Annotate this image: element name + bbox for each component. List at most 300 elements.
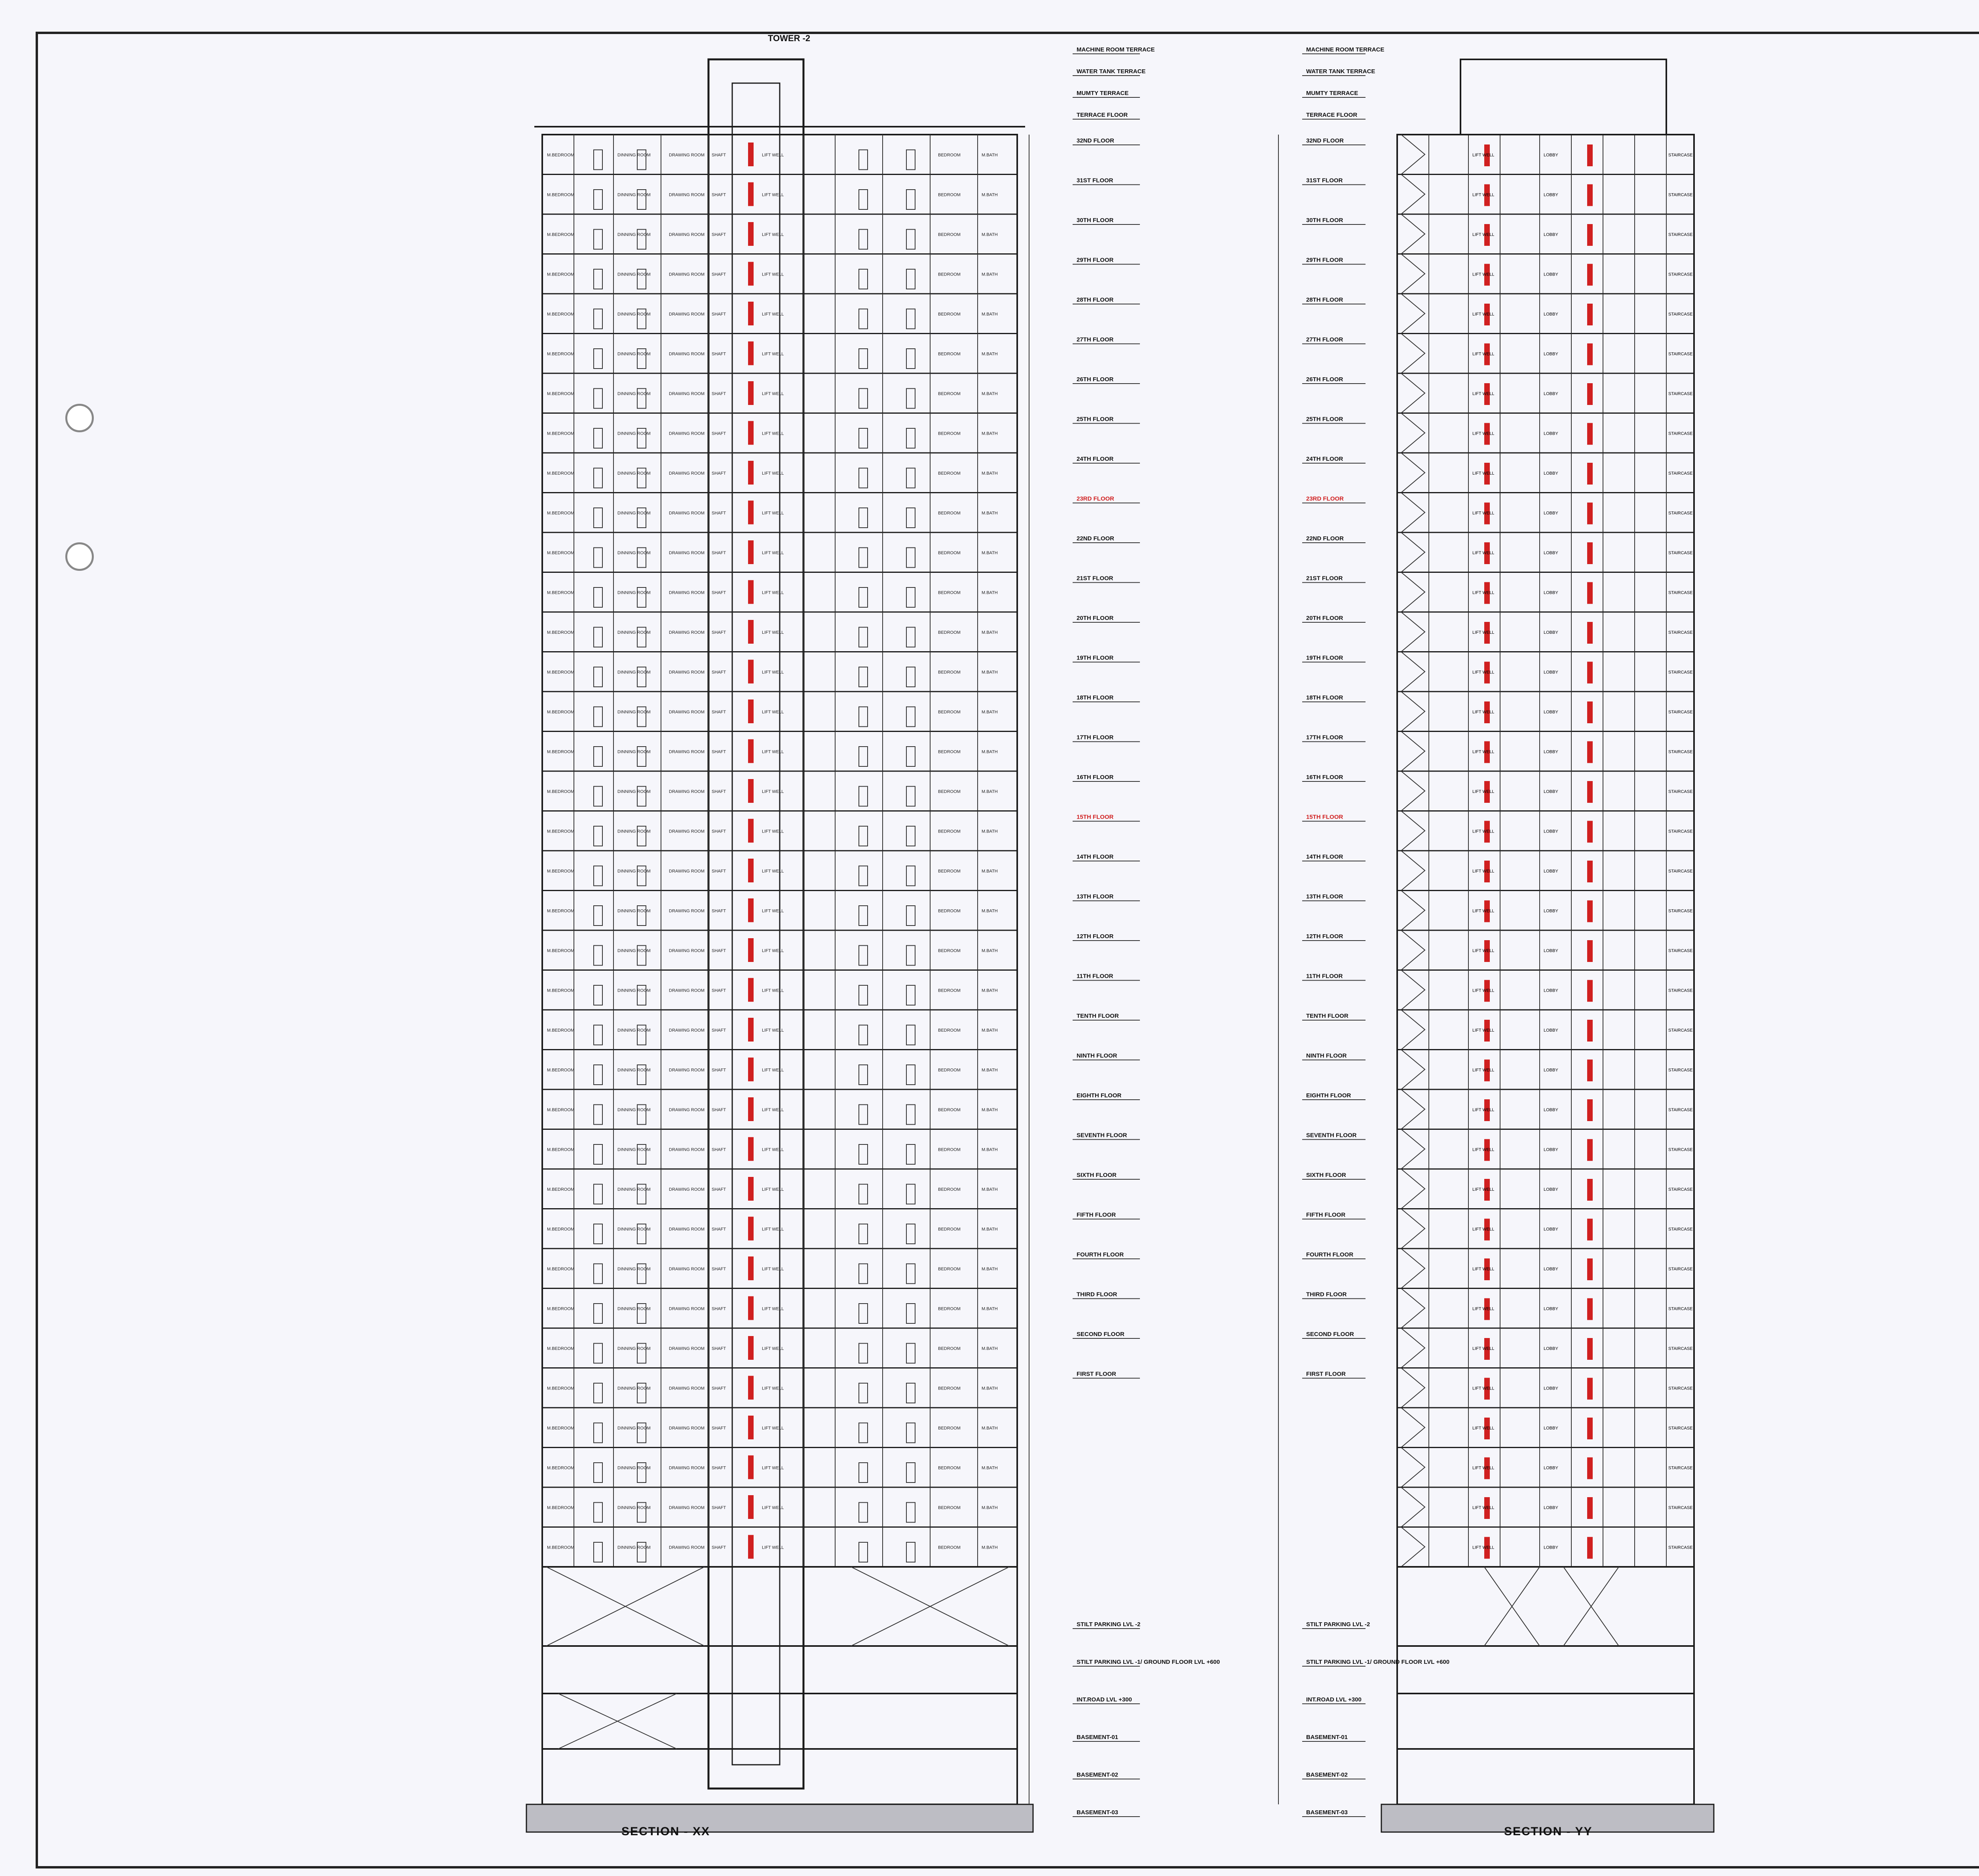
room-label: DRAWING ROOM	[669, 471, 705, 476]
door-xx	[594, 1224, 602, 1244]
level-label-yy: 19TH FLOOR	[1306, 654, 1343, 661]
door-xx	[859, 190, 868, 209]
red-marker-xx	[748, 1097, 754, 1121]
red-marker-yy	[1587, 1418, 1593, 1439]
stair-flight-yy	[1401, 175, 1425, 215]
room-label: DINNING ROOM	[617, 192, 651, 198]
red-marker-yy	[1587, 1497, 1593, 1519]
stair-flight-yy	[1401, 1089, 1425, 1129]
room-label: STAIRCASE	[1668, 1147, 1693, 1152]
room-label: DRAWING ROOM	[669, 988, 705, 993]
room-label: M.BATH	[982, 471, 998, 476]
room-label: SHAFT	[712, 909, 726, 914]
room-label: SHAFT	[712, 1306, 726, 1311]
room-label: SHAFT	[712, 392, 726, 396]
room-label: M.BEDROOM	[547, 471, 575, 476]
room-label: LIFT WELL	[1472, 1505, 1495, 1510]
room-label: DRAWING ROOM	[669, 1386, 705, 1391]
door-xx	[906, 826, 915, 846]
room-label: BEDROOM	[938, 1545, 961, 1550]
room-label: DRAWING ROOM	[669, 1346, 705, 1351]
level-label-yy: 17TH FLOOR	[1306, 734, 1343, 741]
stair-flight-yy	[1401, 532, 1425, 572]
room-label: M.BATH	[982, 789, 998, 794]
room-label: DRAWING ROOM	[669, 909, 705, 914]
door-xx	[906, 1503, 915, 1522]
room-label: BEDROOM	[938, 1306, 961, 1311]
door-xx	[859, 269, 868, 289]
room-label: M.BEDROOM	[547, 1346, 575, 1351]
room-label: DINNING ROOM	[617, 1465, 651, 1471]
red-marker-xx	[748, 1058, 754, 1082]
level-label-yy: SIXTH FLOOR	[1306, 1172, 1346, 1178]
red-marker-xx	[748, 1416, 754, 1439]
room-label: LIFT WELL	[762, 1346, 784, 1351]
door-xx	[859, 667, 868, 687]
room-label: LIFT WELL	[1472, 1545, 1495, 1550]
stair-flight-yy	[1401, 1010, 1425, 1050]
red-marker-xx	[748, 779, 754, 803]
room-label: BEDROOM	[938, 749, 961, 755]
door-xx	[906, 1423, 915, 1443]
room-label: BEDROOM	[938, 1386, 961, 1391]
room-label: LOBBY	[1544, 789, 1558, 794]
room-label: DINNING ROOM	[617, 749, 651, 755]
room-label: LIFT WELL	[762, 312, 784, 317]
room-label: BEDROOM	[938, 192, 961, 198]
room-label: LIFT WELL	[762, 1147, 784, 1152]
room-label: SHAFT	[712, 1108, 726, 1112]
level-label-yy: STILT PARKING LVL -1/ GROUND FLOOR LVL +600	[1306, 1659, 1450, 1665]
room-label: DINNING ROOM	[617, 1068, 651, 1073]
door-xx	[594, 1304, 602, 1323]
room-label: DINNING ROOM	[617, 1267, 651, 1272]
room-label: LIFT WELL	[762, 789, 784, 794]
level-label-yy: 21ST FLOOR	[1306, 575, 1343, 582]
room-label: LIFT WELL	[1472, 232, 1495, 237]
room-label: LIFT WELL	[762, 948, 784, 953]
room-label: BEDROOM	[938, 232, 961, 237]
level-label-xx: 31ST FLOOR	[1077, 177, 1113, 184]
red-marker-yy	[1587, 662, 1593, 684]
room-label: DINNING ROOM	[617, 630, 651, 635]
room-label: DRAWING ROOM	[669, 1028, 705, 1033]
room-label: SHAFT	[712, 749, 726, 755]
room-label: BEDROOM	[938, 1426, 961, 1431]
room-label: LIFT WELL	[1472, 988, 1495, 993]
level-label-yy: THIRD FLOOR	[1306, 1291, 1347, 1298]
level-label-yy: WATER TANK TERRACE	[1306, 68, 1375, 75]
room-label: M.BEDROOM	[547, 829, 575, 834]
room-label: SHAFT	[712, 1187, 726, 1192]
room-label: SHAFT	[712, 829, 726, 834]
room-label: M.BATH	[982, 1386, 998, 1391]
red-marker-xx	[748, 699, 754, 723]
room-label: STAIRCASE	[1668, 272, 1693, 277]
room-label: STAIRCASE	[1668, 988, 1693, 993]
room-label: BEDROOM	[938, 272, 961, 277]
level-label-xx: FIRST FLOOR	[1077, 1370, 1116, 1378]
room-label: LIFT WELL	[1472, 1386, 1495, 1391]
door-xx	[594, 428, 602, 448]
door-xx	[594, 150, 602, 170]
room-label: LOBBY	[1544, 1267, 1558, 1272]
room-label: BEDROOM	[938, 551, 961, 555]
room-label: LIFT WELL	[762, 192, 784, 198]
room-label: LIFT WELL	[1472, 789, 1495, 794]
door-xx	[594, 349, 602, 369]
level-label-yy: 12TH FLOOR	[1306, 933, 1343, 940]
room-label: LOBBY	[1544, 1068, 1558, 1073]
room-label: DINNING ROOM	[617, 1147, 651, 1152]
room-label: SHAFT	[712, 869, 726, 874]
room-label: SHAFT	[712, 1545, 726, 1550]
level-label-yy: INT.ROAD LVL +300	[1306, 1696, 1362, 1703]
room-label: M.BEDROOM	[547, 1545, 575, 1550]
door-xx	[906, 1184, 915, 1204]
door-xx	[859, 1105, 868, 1125]
door-xx	[594, 587, 602, 607]
room-label: LIFT WELL	[762, 1028, 784, 1033]
section-drawings	[455, 33, 1979, 1849]
room-label: SHAFT	[712, 1386, 726, 1391]
room-label: LIFT WELL	[1472, 431, 1495, 436]
tower-label: TOWER -2	[768, 33, 811, 43]
room-label: BEDROOM	[938, 312, 961, 317]
room-label: STAIRCASE	[1668, 192, 1693, 198]
level-label-yy: 24TH FLOOR	[1306, 456, 1343, 462]
door-xx	[906, 866, 915, 886]
room-label: BEDROOM	[938, 352, 961, 357]
room-label: DINNING ROOM	[617, 272, 651, 277]
door-xx	[906, 587, 915, 607]
red-marker-yy	[1587, 304, 1593, 325]
room-label: LIFT WELL	[762, 1267, 784, 1272]
room-label: LIFT WELL	[762, 153, 784, 158]
room-label: BEDROOM	[938, 789, 961, 794]
door-xx	[906, 1065, 915, 1085]
room-label: LIFT WELL	[762, 988, 784, 993]
room-label: M.BEDROOM	[547, 551, 575, 555]
door-xx	[594, 269, 602, 289]
room-label: M.BATH	[982, 749, 998, 755]
room-label: SHAFT	[712, 551, 726, 555]
stair-flight-yy	[1401, 970, 1425, 1010]
door-xx	[906, 190, 915, 209]
room-label: BEDROOM	[938, 471, 961, 476]
room-label: M.BATH	[982, 1187, 998, 1192]
room-label: LIFT WELL	[1472, 1108, 1495, 1112]
level-label-yy: 27TH FLOOR	[1306, 336, 1343, 343]
room-label: LIFT WELL	[1472, 869, 1495, 874]
room-label: LIFT WELL	[762, 272, 784, 277]
room-label: BEDROOM	[938, 630, 961, 635]
room-label: LIFT WELL	[1472, 153, 1495, 158]
room-label: DRAWING ROOM	[669, 392, 705, 396]
room-label: LIFT WELL	[762, 232, 784, 237]
section-xx-label: SECTION - XX	[621, 1825, 710, 1838]
room-label: DRAWING ROOM	[669, 511, 705, 516]
room-label: LIFT WELL	[1472, 511, 1495, 516]
room-label: BEDROOM	[938, 1505, 961, 1510]
red-marker-xx	[748, 143, 754, 166]
door-xx	[906, 787, 915, 806]
level-label-yy: TENTH FLOOR	[1306, 1013, 1348, 1019]
room-label: BEDROOM	[938, 829, 961, 834]
room-label: M.BATH	[982, 1426, 998, 1431]
room-label: LIFT WELL	[762, 670, 784, 675]
level-label-yy: SECOND FLOOR	[1306, 1331, 1354, 1338]
room-label: STAIRCASE	[1668, 511, 1693, 516]
room-label: LIFT WELL	[1472, 312, 1495, 317]
room-label: BEDROOM	[938, 670, 961, 675]
room-label: LIFT WELL	[762, 551, 784, 555]
room-label: SHAFT	[712, 1028, 726, 1033]
room-label: LOBBY	[1544, 948, 1558, 953]
room-label: DINNING ROOM	[617, 1346, 651, 1351]
room-label: DINNING ROOM	[617, 948, 651, 953]
room-label: SHAFT	[712, 590, 726, 595]
room-label: LOBBY	[1544, 1147, 1558, 1152]
stair-flight-yy	[1401, 294, 1425, 334]
level-label-xx: 14TH FLOOR	[1077, 853, 1114, 860]
level-label-yy: 22ND FLOOR	[1306, 535, 1344, 542]
red-marker-yy	[1587, 582, 1593, 604]
room-label: LIFT WELL	[762, 829, 784, 834]
door-xx	[594, 1423, 602, 1443]
room-label: LIFT WELL	[762, 1465, 784, 1471]
door-xx	[906, 508, 915, 528]
red-marker-xx	[748, 899, 754, 922]
room-label: STAIRCASE	[1668, 1346, 1693, 1351]
level-label-xx: MACHINE ROOM TERRACE	[1077, 46, 1155, 53]
room-label: SHAFT	[712, 1346, 726, 1351]
room-label: LOBBY	[1544, 232, 1558, 237]
door-xx	[859, 627, 868, 647]
room-label: M.BATH	[982, 630, 998, 635]
room-label: DRAWING ROOM	[669, 789, 705, 794]
room-label: BEDROOM	[938, 1346, 961, 1351]
room-label: STAIRCASE	[1668, 1426, 1693, 1431]
red-marker-xx	[748, 381, 754, 405]
room-label: DRAWING ROOM	[669, 1147, 705, 1152]
door-xx	[594, 309, 602, 329]
level-label-yy: 13TH FLOOR	[1306, 893, 1343, 900]
room-label: SHAFT	[712, 1068, 726, 1073]
level-label-yy: BASEMENT-01	[1306, 1734, 1348, 1741]
room-label: SHAFT	[712, 630, 726, 635]
room-label: M.BATH	[982, 272, 998, 277]
level-label-xx: WATER TANK TERRACE	[1077, 68, 1146, 75]
level-label-yy: 29TH FLOOR	[1306, 257, 1343, 264]
level-label-yy: MACHINE ROOM TERRACE	[1306, 46, 1385, 53]
room-label: DINNING ROOM	[617, 153, 651, 158]
room-label: M.BATH	[982, 312, 998, 317]
level-label-yy: 25TH FLOOR	[1306, 416, 1343, 423]
room-label: DINNING ROOM	[617, 590, 651, 595]
room-label: LOBBY	[1544, 1465, 1558, 1471]
room-label: STAIRCASE	[1668, 431, 1693, 436]
room-label: LIFT WELL	[1472, 1465, 1495, 1471]
room-label: M.BATH	[982, 232, 998, 237]
room-label: LIFT WELL	[1472, 1147, 1495, 1152]
room-label: DINNING ROOM	[617, 1545, 651, 1550]
door-xx	[859, 787, 868, 806]
stair-flight-yy	[1401, 1448, 1425, 1488]
room-label: STAIRCASE	[1668, 471, 1693, 476]
level-label-yy: 16TH FLOOR	[1306, 774, 1343, 781]
room-label: DRAWING ROOM	[669, 352, 705, 357]
level-label-yy: FOURTH FLOOR	[1306, 1251, 1354, 1258]
level-label-yy: 23RD FLOOR	[1306, 495, 1344, 502]
red-marker-yy	[1587, 821, 1593, 843]
room-label: M.BATH	[982, 948, 998, 953]
door-xx	[906, 667, 915, 687]
punch-hole	[65, 542, 94, 571]
door-xx	[906, 1025, 915, 1045]
level-label-xx: TENTH FLOOR	[1077, 1013, 1119, 1019]
room-label: LOBBY	[1544, 630, 1558, 635]
red-marker-yy	[1587, 1099, 1593, 1121]
room-label: M.BATH	[982, 1545, 998, 1550]
level-label-xx: NINTH FLOOR	[1077, 1052, 1117, 1059]
room-label: LOBBY	[1544, 312, 1558, 317]
room-label: SHAFT	[712, 232, 726, 237]
red-marker-yy	[1587, 1179, 1593, 1201]
level-label-xx: INT.ROAD LVL +300	[1077, 1696, 1132, 1703]
room-label: M.BATH	[982, 670, 998, 675]
room-label: M.BEDROOM	[547, 789, 575, 794]
level-label-yy: STILT PARKING LVL -2	[1306, 1621, 1370, 1628]
level-label-yy: 31ST FLOOR	[1306, 177, 1343, 184]
room-label: DINNING ROOM	[617, 431, 651, 436]
room-label: LIFT WELL	[762, 869, 784, 874]
red-marker-yy	[1587, 980, 1593, 1002]
level-label-xx: TERRACE FLOOR	[1077, 112, 1128, 118]
room-label: DRAWING ROOM	[669, 1505, 705, 1510]
room-label: DRAWING ROOM	[669, 431, 705, 436]
level-label-xx: STILT PARKING LVL -2	[1077, 1621, 1141, 1628]
door-xx	[594, 508, 602, 528]
room-label: M.BEDROOM	[547, 431, 575, 436]
room-label: DRAWING ROOM	[669, 869, 705, 874]
room-label: LIFT WELL	[1472, 948, 1495, 953]
door-xx	[906, 747, 915, 766]
room-label: DRAWING ROOM	[669, 630, 705, 635]
room-label: LOBBY	[1544, 670, 1558, 675]
room-label: M.BEDROOM	[547, 1426, 575, 1431]
level-label-xx: EIGHTH FLOOR	[1077, 1092, 1122, 1099]
door-xx	[594, 787, 602, 806]
room-label: LOBBY	[1544, 869, 1558, 874]
room-label: M.BEDROOM	[547, 749, 575, 755]
room-label: LIFT WELL	[1472, 1426, 1495, 1431]
room-label: DINNING ROOM	[617, 1306, 651, 1311]
room-label: M.BEDROOM	[547, 630, 575, 635]
room-label: LIFT WELL	[1472, 272, 1495, 277]
room-label: SHAFT	[712, 272, 726, 277]
red-marker-xx	[748, 859, 754, 882]
door-xx	[594, 1463, 602, 1483]
room-label: DRAWING ROOM	[669, 312, 705, 317]
red-marker-yy	[1587, 463, 1593, 485]
door-xx	[594, 1264, 602, 1284]
room-label: LIFT WELL	[1472, 1068, 1495, 1073]
room-label: DRAWING ROOM	[669, 749, 705, 755]
room-label: M.BATH	[982, 431, 998, 436]
door-xx	[594, 1503, 602, 1522]
door-xx	[906, 627, 915, 647]
door-xx	[859, 428, 868, 448]
door-xx	[859, 1463, 868, 1483]
level-label-xx: 28TH FLOOR	[1077, 297, 1114, 303]
room-label: M.BATH	[982, 988, 998, 993]
room-label: STAIRCASE	[1668, 1068, 1693, 1073]
machine-room-xx	[708, 59, 803, 135]
room-label: LIFT WELL	[1472, 1187, 1495, 1192]
level-label-yy: 15TH FLOOR	[1306, 814, 1343, 821]
room-label: M.BEDROOM	[547, 232, 575, 237]
room-label: DINNING ROOM	[617, 1108, 651, 1112]
basement-outline-yy	[1397, 1567, 1694, 1804]
room-label: LIFT WELL	[1472, 1267, 1495, 1272]
room-label: M.BEDROOM	[547, 352, 575, 357]
room-label: STAIRCASE	[1668, 312, 1693, 317]
stair-flight-yy	[1401, 1050, 1425, 1090]
level-label-yy: FIFTH FLOOR	[1306, 1211, 1346, 1218]
room-label: M.BATH	[982, 1108, 998, 1112]
room-label: STAIRCASE	[1668, 1108, 1693, 1112]
level-label-yy: 26TH FLOOR	[1306, 376, 1343, 383]
room-label: LIFT WELL	[1472, 1346, 1495, 1351]
room-label: STAIRCASE	[1668, 829, 1693, 834]
room-label: DINNING ROOM	[617, 829, 651, 834]
door-xx	[594, 1383, 602, 1403]
red-marker-xx	[748, 222, 754, 246]
door-xx	[859, 150, 868, 170]
door-xx	[859, 548, 868, 568]
room-label: STAIRCASE	[1668, 153, 1693, 158]
level-label-xx: 20TH FLOOR	[1077, 615, 1114, 622]
level-label-yy: NINTH FLOOR	[1306, 1052, 1347, 1059]
room-label: M.BEDROOM	[547, 909, 575, 914]
room-label: SHAFT	[712, 670, 726, 675]
room-label: DRAWING ROOM	[669, 1306, 705, 1311]
machine-room-yy	[1461, 59, 1666, 135]
room-label: BEDROOM	[938, 869, 961, 874]
room-label: M.BEDROOM	[547, 272, 575, 277]
room-label: LIFT WELL	[762, 352, 784, 357]
room-label: LOBBY	[1544, 1227, 1558, 1232]
door-xx	[594, 230, 602, 249]
red-marker-yy	[1587, 224, 1593, 246]
level-label-yy: 14TH FLOOR	[1306, 853, 1343, 860]
red-marker-xx	[748, 1495, 754, 1519]
stair-flight-yy	[1401, 135, 1425, 175]
stair-flight-yy	[1401, 572, 1425, 612]
door-xx	[859, 1065, 868, 1085]
stair-flight-yy	[1401, 851, 1425, 891]
room-label: M.BEDROOM	[547, 153, 575, 158]
red-marker-yy	[1587, 383, 1593, 405]
room-label: DRAWING ROOM	[669, 829, 705, 834]
door-xx	[594, 826, 602, 846]
room-label: DRAWING ROOM	[669, 710, 705, 715]
room-label: DRAWING ROOM	[669, 590, 705, 595]
red-marker-yy	[1587, 144, 1593, 166]
room-label: LIFT WELL	[762, 431, 784, 436]
room-label: LIFT WELL	[1472, 352, 1495, 357]
